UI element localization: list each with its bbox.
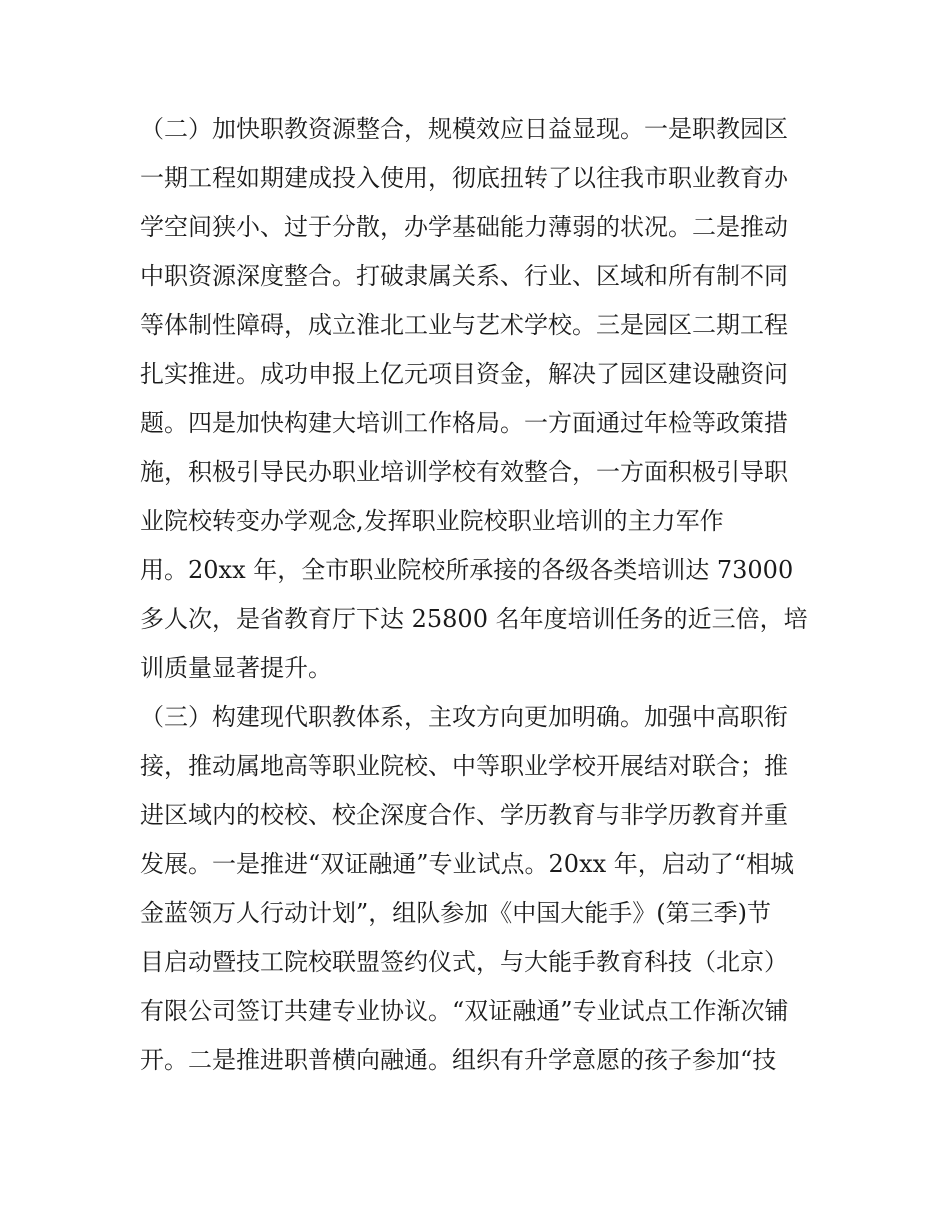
text-line: 业院校转变办学观念,发挥职业院校职业培训的主力军作 — [140, 507, 724, 535]
text-line: 用。20xx 年，全市职业院校所承接的各级各类培训达 73000 — [140, 556, 794, 584]
text-line: 学空间狭小、过于分散，办学基础能力薄弱的状况。二是推动 — [140, 213, 788, 241]
text-line: 多人次，是省教育厅下达 25800 名年度培训任务的近三倍，培 — [140, 605, 808, 633]
text-line: 训质量显著提升。 — [140, 654, 332, 682]
text-line: （二）加快职教资源整合，规模效应日益显现。一是职教园区 — [140, 115, 788, 143]
text-line: 施，积极引导民办职业培训学校有效整合，一方面积极引导职 — [140, 458, 788, 486]
text-line: 金蓝领万人行动计划”，组队参加《中国大能手》(第三季)节 — [140, 899, 771, 927]
text-line: 目启动暨技工院校联盟签约仪式，与大能手教育科技（北京） — [140, 948, 788, 976]
text-line: 题。四是加快构建大培训工作格局。一方面通过年检等政策措 — [140, 409, 788, 437]
text-line: 进区域内的校校、校企深度合作、学历教育与非学历教育并重 — [140, 801, 788, 829]
text-line: （三）构建现代职教体系，主攻方向更加明确。加强中高职衔 — [140, 703, 788, 731]
text-line: 有限公司签订共建专业协议。“双证融通”专业试点工作渐次铺 — [140, 997, 789, 1025]
text-line: 中职资源深度整合。打破隶属关系、行业、区域和所有制不同 — [140, 262, 788, 290]
body-text — [140, 105, 830, 1085]
text-line: 等体制性障碍，成立淮北工业与艺术学校。三是园区二期工程 — [140, 311, 788, 339]
text-line: 一期工程如期建成投入使用，彻底扭转了以往我市职业教育办 — [140, 164, 788, 192]
text-line: 接，推动属地高等职业院校、中等职业学校开展结对联合；推 — [140, 752, 788, 780]
text-line: 开。二是推进职普横向融通。组织有升学意愿的孩子参加“技 — [140, 1046, 777, 1074]
text-line: 扎实推进。成功申报上亿元项目资金，解决了园区建设融资问 — [140, 360, 788, 388]
text-line: 发展。一是推进“双证融通”专业试点。20xx 年，启动了“相城 — [140, 850, 795, 878]
